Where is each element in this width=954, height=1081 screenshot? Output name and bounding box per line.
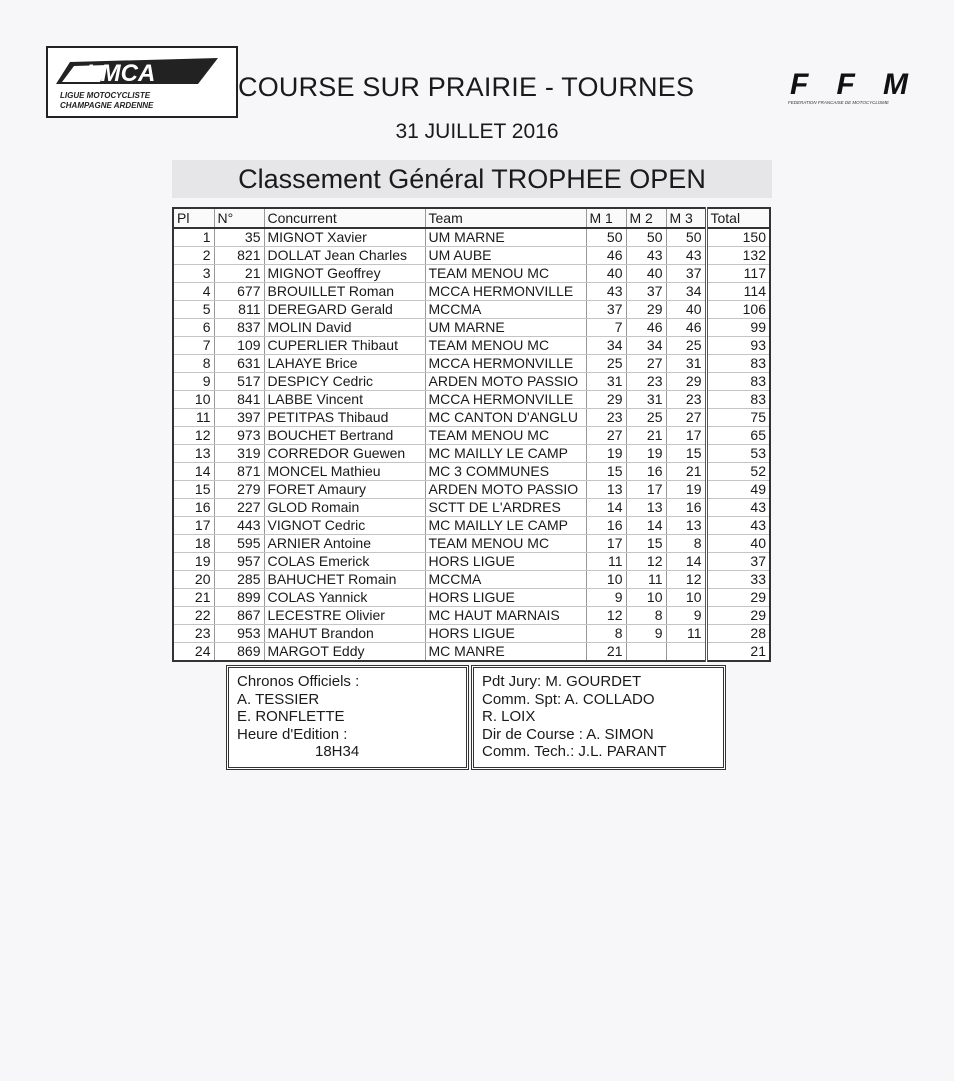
cell-team: HORS LIGUE: [425, 625, 586, 643]
cell-m1: 19: [586, 445, 626, 463]
table-row: [173, 427, 770, 445]
cell-place: 18: [173, 535, 214, 553]
cell-place: 17: [173, 517, 214, 535]
cell-place: 14: [173, 463, 214, 481]
timers-heading: Chronos Officiels :: [237, 673, 360, 690]
cell-m1: 8: [586, 625, 626, 643]
cell-m2: 11: [626, 571, 666, 589]
col-header-m1: M 1: [586, 208, 626, 228]
cell-m2: 17: [626, 481, 666, 499]
cell-total: 52: [706, 463, 770, 481]
cell-rider: BOUCHET Bertrand: [264, 427, 425, 445]
cell-number: 21: [214, 265, 264, 283]
jury-president: Pdt Jury: M. GOURDET: [482, 673, 642, 690]
cell-m3: 46: [666, 319, 706, 337]
cell-team: TEAM MENOU MC: [425, 337, 586, 355]
cell-m1: 37: [586, 301, 626, 319]
cell-m2: 10: [626, 589, 666, 607]
cell-team: MCCMA: [425, 571, 586, 589]
cell-m2: 19: [626, 445, 666, 463]
cell-place: 10: [173, 391, 214, 409]
cell-team: ARDEN MOTO PASSIO: [425, 373, 586, 391]
cell-number: 517: [214, 373, 264, 391]
official-name: R. LOIX: [482, 708, 536, 725]
cell-total: 49: [706, 481, 770, 499]
cell-number: 953: [214, 625, 264, 643]
cell-m1: 13: [586, 481, 626, 499]
race-director: Dir de Course : A. SIMON: [482, 725, 654, 743]
table-row: [173, 625, 770, 643]
table-row: [173, 391, 770, 409]
edition-time-label: Heure d'Edition :: [237, 725, 348, 743]
cell-m1: 7: [586, 319, 626, 337]
cell-rider: MAHUT Brandon: [264, 625, 425, 643]
cell-place: 19: [173, 553, 214, 571]
table-row: [173, 445, 770, 463]
cell-m3: 25: [666, 337, 706, 355]
cell-rider: MIGNOT Geoffrey: [264, 265, 425, 283]
timer-name: E. RONFLETTE: [237, 708, 345, 725]
cell-total: 53: [706, 445, 770, 463]
cell-m3: 19: [666, 481, 706, 499]
table-row: [173, 643, 770, 662]
results-body: [173, 228, 770, 661]
cell-number: 279: [214, 481, 264, 499]
cell-rider: DESPICY Cedric: [264, 373, 425, 391]
table-row: [173, 265, 770, 283]
table-row: [173, 553, 770, 571]
cell-rider: COLAS Yannick: [264, 589, 425, 607]
cell-team: MC CANTON D'ANGLU: [425, 409, 586, 427]
cell-team: MC 3 COMMUNES: [425, 463, 586, 481]
table-row: [173, 499, 770, 517]
cell-m2: 46: [626, 319, 666, 337]
table-row: [173, 517, 770, 535]
cell-place: 20: [173, 571, 214, 589]
cell-total: 117: [706, 265, 770, 283]
cell-place: 1: [173, 228, 214, 247]
cell-number: 285: [214, 571, 264, 589]
cell-place: 9: [173, 373, 214, 391]
cell-rider: GLOD Romain: [264, 499, 425, 517]
cell-m1: 29: [586, 391, 626, 409]
cell-number: 443: [214, 517, 264, 535]
cell-number: 973: [214, 427, 264, 445]
cell-rider: MONCEL Mathieu: [264, 463, 425, 481]
cell-rider: LECESTRE Olivier: [264, 607, 425, 625]
cell-m1: 40: [586, 265, 626, 283]
cell-total: 93: [706, 337, 770, 355]
cell-m2: 9: [626, 625, 666, 643]
cell-number: 811: [214, 301, 264, 319]
cell-m3: 29: [666, 373, 706, 391]
page-title: COURSE SUR PRAIRIE - TOURNES: [238, 72, 695, 102]
cell-m3: [666, 643, 706, 662]
cell-m1: 25: [586, 355, 626, 373]
cell-m2: 13: [626, 499, 666, 517]
cell-total: 83: [706, 373, 770, 391]
col-header-m2: M 2: [626, 208, 666, 228]
ranking-subtitle: Classement Général TROPHEE OPEN: [238, 164, 706, 194]
col-header-m3: M 3: [666, 208, 706, 228]
cell-team: TEAM MENOU MC: [425, 427, 586, 445]
cell-m1: 16: [586, 517, 626, 535]
cell-m2: 25: [626, 409, 666, 427]
cell-team: MC MAILLY LE CAMP: [425, 445, 586, 463]
cell-m1: 23: [586, 409, 626, 427]
cell-place: 8: [173, 355, 214, 373]
cell-number: 227: [214, 499, 264, 517]
cell-m3: 43: [666, 247, 706, 265]
cell-number: 595: [214, 535, 264, 553]
cell-m1: 17: [586, 535, 626, 553]
cell-team: MCCA HERMONVILLE: [425, 355, 586, 373]
cell-m2: 37: [626, 283, 666, 301]
table-row: [173, 535, 770, 553]
sport-commissioner: Comm. Spt: A. COLLADO: [482, 690, 655, 708]
cell-m3: 37: [666, 265, 706, 283]
table-header-row: [173, 208, 770, 228]
cell-number: 821: [214, 247, 264, 265]
cell-m2: 21: [626, 427, 666, 445]
cell-number: 867: [214, 607, 264, 625]
cell-number: 631: [214, 355, 264, 373]
cell-team: UM MARNE: [425, 228, 586, 247]
table-row: [173, 589, 770, 607]
cell-total: 114: [706, 283, 770, 301]
cell-m1: 46: [586, 247, 626, 265]
cell-place: 21: [173, 589, 214, 607]
cell-team: UM AUBE: [425, 247, 586, 265]
cell-total: 43: [706, 517, 770, 535]
cell-rider: ARNIER Antoine: [264, 535, 425, 553]
cell-number: 677: [214, 283, 264, 301]
cell-place: 6: [173, 319, 214, 337]
cell-team: TEAM MENOU MC: [425, 265, 586, 283]
cell-total: 21: [706, 643, 770, 662]
table-row: [173, 481, 770, 499]
cell-m2: 27: [626, 355, 666, 373]
cell-number: 841: [214, 391, 264, 409]
cell-m2: 31: [626, 391, 666, 409]
cell-total: 99: [706, 319, 770, 337]
cell-number: 319: [214, 445, 264, 463]
cell-total: 37: [706, 553, 770, 571]
cell-team: MCCA HERMONVILLE: [425, 283, 586, 301]
event-date: 31 JUILLET 2016: [395, 120, 559, 143]
cell-m3: 12: [666, 571, 706, 589]
cell-total: 40: [706, 535, 770, 553]
cell-m3: 8: [666, 535, 706, 553]
cell-m3: 21: [666, 463, 706, 481]
cell-number: 109: [214, 337, 264, 355]
cell-m3: 9: [666, 607, 706, 625]
cell-rider: BROUILLET Roman: [264, 283, 425, 301]
table-row: [173, 247, 770, 265]
cell-total: 43: [706, 499, 770, 517]
cell-total: 65: [706, 427, 770, 445]
cell-m1: 27: [586, 427, 626, 445]
official-timers-box: [226, 665, 469, 770]
cell-rider: LABBE Vincent: [264, 391, 425, 409]
cell-rider: PETITPAS Thibaud: [264, 409, 425, 427]
ffm-logo: [784, 66, 914, 108]
table-row: [173, 301, 770, 319]
cell-m3: 27: [666, 409, 706, 427]
race-officials-box: [471, 665, 726, 770]
cell-total: 106: [706, 301, 770, 319]
cell-m3: 10: [666, 589, 706, 607]
cell-m3: 11: [666, 625, 706, 643]
cell-total: 132: [706, 247, 770, 265]
cell-m1: 50: [586, 228, 626, 247]
cell-m1: 14: [586, 499, 626, 517]
cell-m3: 40: [666, 301, 706, 319]
cell-m1: 11: [586, 553, 626, 571]
cell-m2: 23: [626, 373, 666, 391]
cell-m1: 9: [586, 589, 626, 607]
cell-rider: BAHUCHET Romain: [264, 571, 425, 589]
cell-team: TEAM MENOU MC: [425, 535, 586, 553]
cell-team: MC MAILLY LE CAMP: [425, 517, 586, 535]
cell-m3: 17: [666, 427, 706, 445]
cell-team: MC MANRE: [425, 643, 586, 662]
table-row: [173, 319, 770, 337]
ffm-logo-text: FFM: [790, 68, 908, 101]
cell-total: 83: [706, 391, 770, 409]
lmca-logo-sub1: LIGUE MOTOCYCLISTE: [60, 91, 151, 100]
cell-number: 35: [214, 228, 264, 247]
table-row: [173, 409, 770, 427]
cell-m3: 23: [666, 391, 706, 409]
cell-place: 3: [173, 265, 214, 283]
cell-m3: 13: [666, 517, 706, 535]
cell-rider: MIGNOT Xavier: [264, 228, 425, 247]
edition-time-value: 18H34: [315, 743, 360, 760]
table-row: [173, 355, 770, 373]
cell-m2: 16: [626, 463, 666, 481]
cell-place: 4: [173, 283, 214, 301]
table-row: [173, 571, 770, 589]
cell-total: 29: [706, 607, 770, 625]
ffm-logo-sub: FEDERATION FRANCAISE DE MOTOCYCLISME: [788, 100, 889, 105]
cell-place: 15: [173, 481, 214, 499]
cell-rider: MARGOT Eddy: [264, 643, 425, 662]
cell-m3: 31: [666, 355, 706, 373]
cell-place: 22: [173, 607, 214, 625]
cell-m1: 15: [586, 463, 626, 481]
cell-total: 83: [706, 355, 770, 373]
cell-number: 397: [214, 409, 264, 427]
cell-m2: 14: [626, 517, 666, 535]
lmca-logo: [46, 46, 238, 118]
col-header-rider: Concurrent: [264, 208, 425, 228]
cell-m1: 43: [586, 283, 626, 301]
cell-m3: 14: [666, 553, 706, 571]
cell-team: MCCMA: [425, 301, 586, 319]
cell-place: 7: [173, 337, 214, 355]
cell-total: 28: [706, 625, 770, 643]
cell-rider: FORET Amaury: [264, 481, 425, 499]
cell-m1: 31: [586, 373, 626, 391]
table-row: [173, 607, 770, 625]
col-header-number: N°: [214, 208, 264, 228]
table-row: [173, 283, 770, 301]
cell-team: SCTT DE L'ARDRES: [425, 499, 586, 517]
cell-place: 5: [173, 301, 214, 319]
cell-number: 957: [214, 553, 264, 571]
cell-team: MC HAUT MARNAIS: [425, 607, 586, 625]
table-row: [173, 463, 770, 481]
cell-m3: 34: [666, 283, 706, 301]
lmca-logo-sub2: CHAMPAGNE ARDENNE: [60, 101, 154, 110]
cell-place: 16: [173, 499, 214, 517]
cell-m2: 15: [626, 535, 666, 553]
cell-place: 23: [173, 625, 214, 643]
cell-rider: COLAS Emerick: [264, 553, 425, 571]
cell-rider: LAHAYE Brice: [264, 355, 425, 373]
cell-place: 12: [173, 427, 214, 445]
cell-number: 899: [214, 589, 264, 607]
cell-m1: 10: [586, 571, 626, 589]
cell-number: 871: [214, 463, 264, 481]
results-table: [172, 207, 771, 662]
cell-total: 75: [706, 409, 770, 427]
cell-team: HORS LIGUE: [425, 553, 586, 571]
cell-total: 29: [706, 589, 770, 607]
cell-team: UM MARNE: [425, 319, 586, 337]
cell-m2: 50: [626, 228, 666, 247]
col-header-team: Team: [425, 208, 586, 228]
cell-m3: 15: [666, 445, 706, 463]
cell-m2: [626, 643, 666, 662]
cell-team: MCCA HERMONVILLE: [425, 391, 586, 409]
cell-rider: VIGNOT Cedric: [264, 517, 425, 535]
technical-commissioner: Comm. Tech.: J.L. PARANT: [482, 743, 667, 760]
timer-name: A. TESSIER: [237, 690, 320, 708]
cell-total: 150: [706, 228, 770, 247]
cell-m2: 12: [626, 553, 666, 571]
table-row: [173, 337, 770, 355]
cell-m3: 50: [666, 228, 706, 247]
table-row: [173, 373, 770, 391]
cell-total: 33: [706, 571, 770, 589]
table-row: [173, 228, 770, 247]
cell-place: 13: [173, 445, 214, 463]
cell-m2: 43: [626, 247, 666, 265]
cell-rider: DEREGARD Gerald: [264, 301, 425, 319]
cell-m1: 12: [586, 607, 626, 625]
cell-m1: 21: [586, 643, 626, 662]
cell-team: ARDEN MOTO PASSIO: [425, 481, 586, 499]
cell-m2: 8: [626, 607, 666, 625]
cell-place: 11: [173, 409, 214, 427]
cell-place: 24: [173, 643, 214, 662]
cell-team: HORS LIGUE: [425, 589, 586, 607]
lmca-logo-text: LMCA: [86, 60, 156, 87]
col-header-place: Pl: [173, 208, 214, 228]
cell-m2: 40: [626, 265, 666, 283]
cell-m2: 34: [626, 337, 666, 355]
cell-rider: MOLIN David: [264, 319, 425, 337]
cell-rider: CUPERLIER Thibaut: [264, 337, 425, 355]
cell-place: 2: [173, 247, 214, 265]
cell-m1: 34: [586, 337, 626, 355]
cell-number: 837: [214, 319, 264, 337]
cell-rider: DOLLAT Jean Charles: [264, 247, 425, 265]
cell-m3: 16: [666, 499, 706, 517]
cell-m2: 29: [626, 301, 666, 319]
cell-number: 869: [214, 643, 264, 662]
cell-rider: CORREDOR Guewen: [264, 445, 425, 463]
col-header-total: Total: [706, 208, 770, 228]
